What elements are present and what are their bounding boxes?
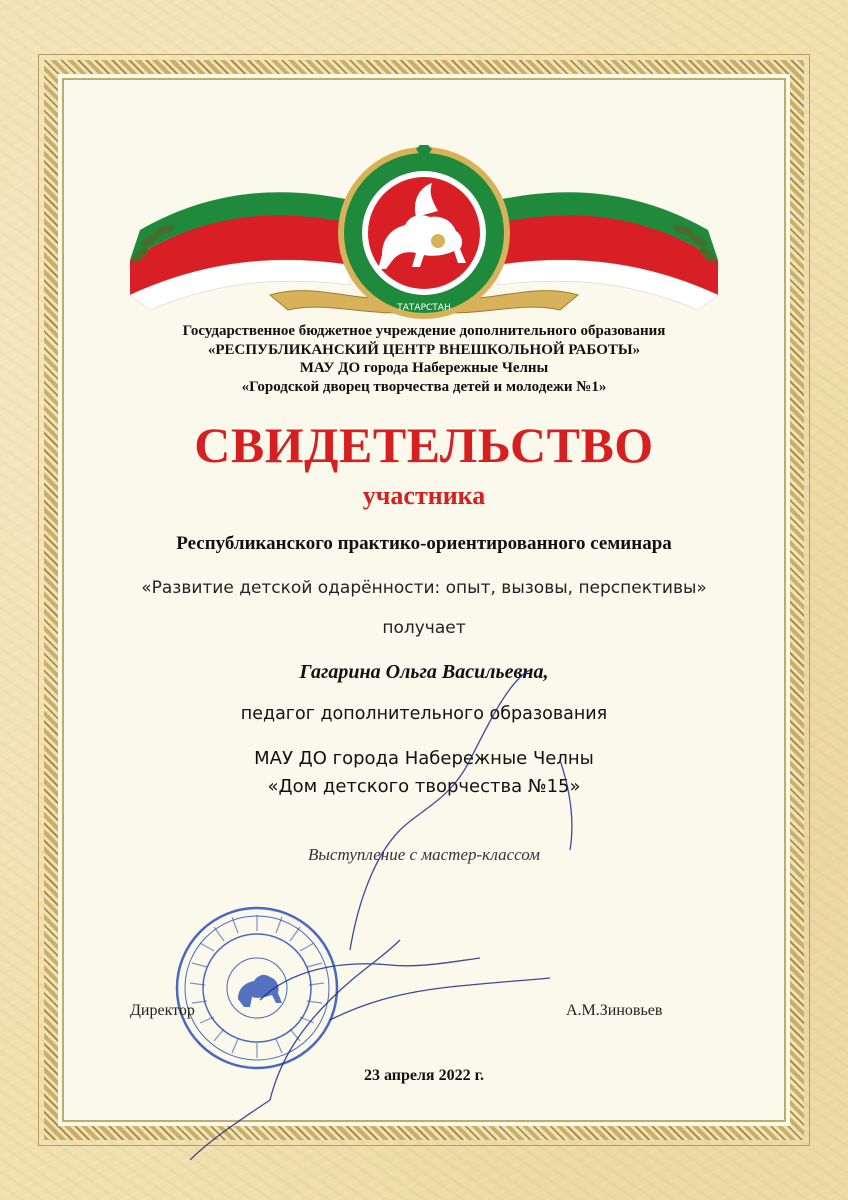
seminar-name: Республиканского практико-ориентированного семинара xyxy=(176,533,672,554)
issue-date: 23 апреля 2022 г. xyxy=(363,1067,485,1084)
receives-label: получает xyxy=(382,618,466,638)
official-stamp xyxy=(172,903,342,1073)
recipient-position: педагог дополнительного образования xyxy=(240,704,608,724)
director-name: А.М.Зиновьев xyxy=(566,1002,663,1019)
performance-note: Выступление с мастер-классом xyxy=(308,845,540,864)
certificate-subtitle: участника xyxy=(362,481,486,510)
organization-header xyxy=(0,322,848,396)
org-line-2: «РЕСПУБЛИКАНСКИЙ ЦЕНТР ВНЕШКОЛЬНОЙ РАБОТЫ» xyxy=(207,341,641,358)
org-line-1: Государственное бюджетное учреждение дополнительного образования xyxy=(182,323,666,339)
institution-line-1: МАУ ДО города Набережные Челны xyxy=(254,748,594,769)
director-label: Директор xyxy=(130,1002,195,1019)
org-line-4: «Городской дворец творчества детей и молодежи №1» xyxy=(241,378,607,395)
recipient-name: Гагарина Ольга Васильевна, xyxy=(299,661,549,683)
tatarstan-emblem xyxy=(120,145,728,325)
certificate-title: СВИДЕТЕЛЬСТВО xyxy=(194,417,654,473)
org-line-3: МАУ ДО города Набережные Челны xyxy=(299,360,549,376)
emblem-ring-text: ТАТАРСТАН xyxy=(397,303,451,313)
recipient-institution xyxy=(0,745,848,801)
institution-line-2: «Дом детского творчества №15» xyxy=(267,776,581,797)
seminar-topic: «Развитие детской одарённости: опыт, вызовы, перспективы» xyxy=(141,578,707,598)
